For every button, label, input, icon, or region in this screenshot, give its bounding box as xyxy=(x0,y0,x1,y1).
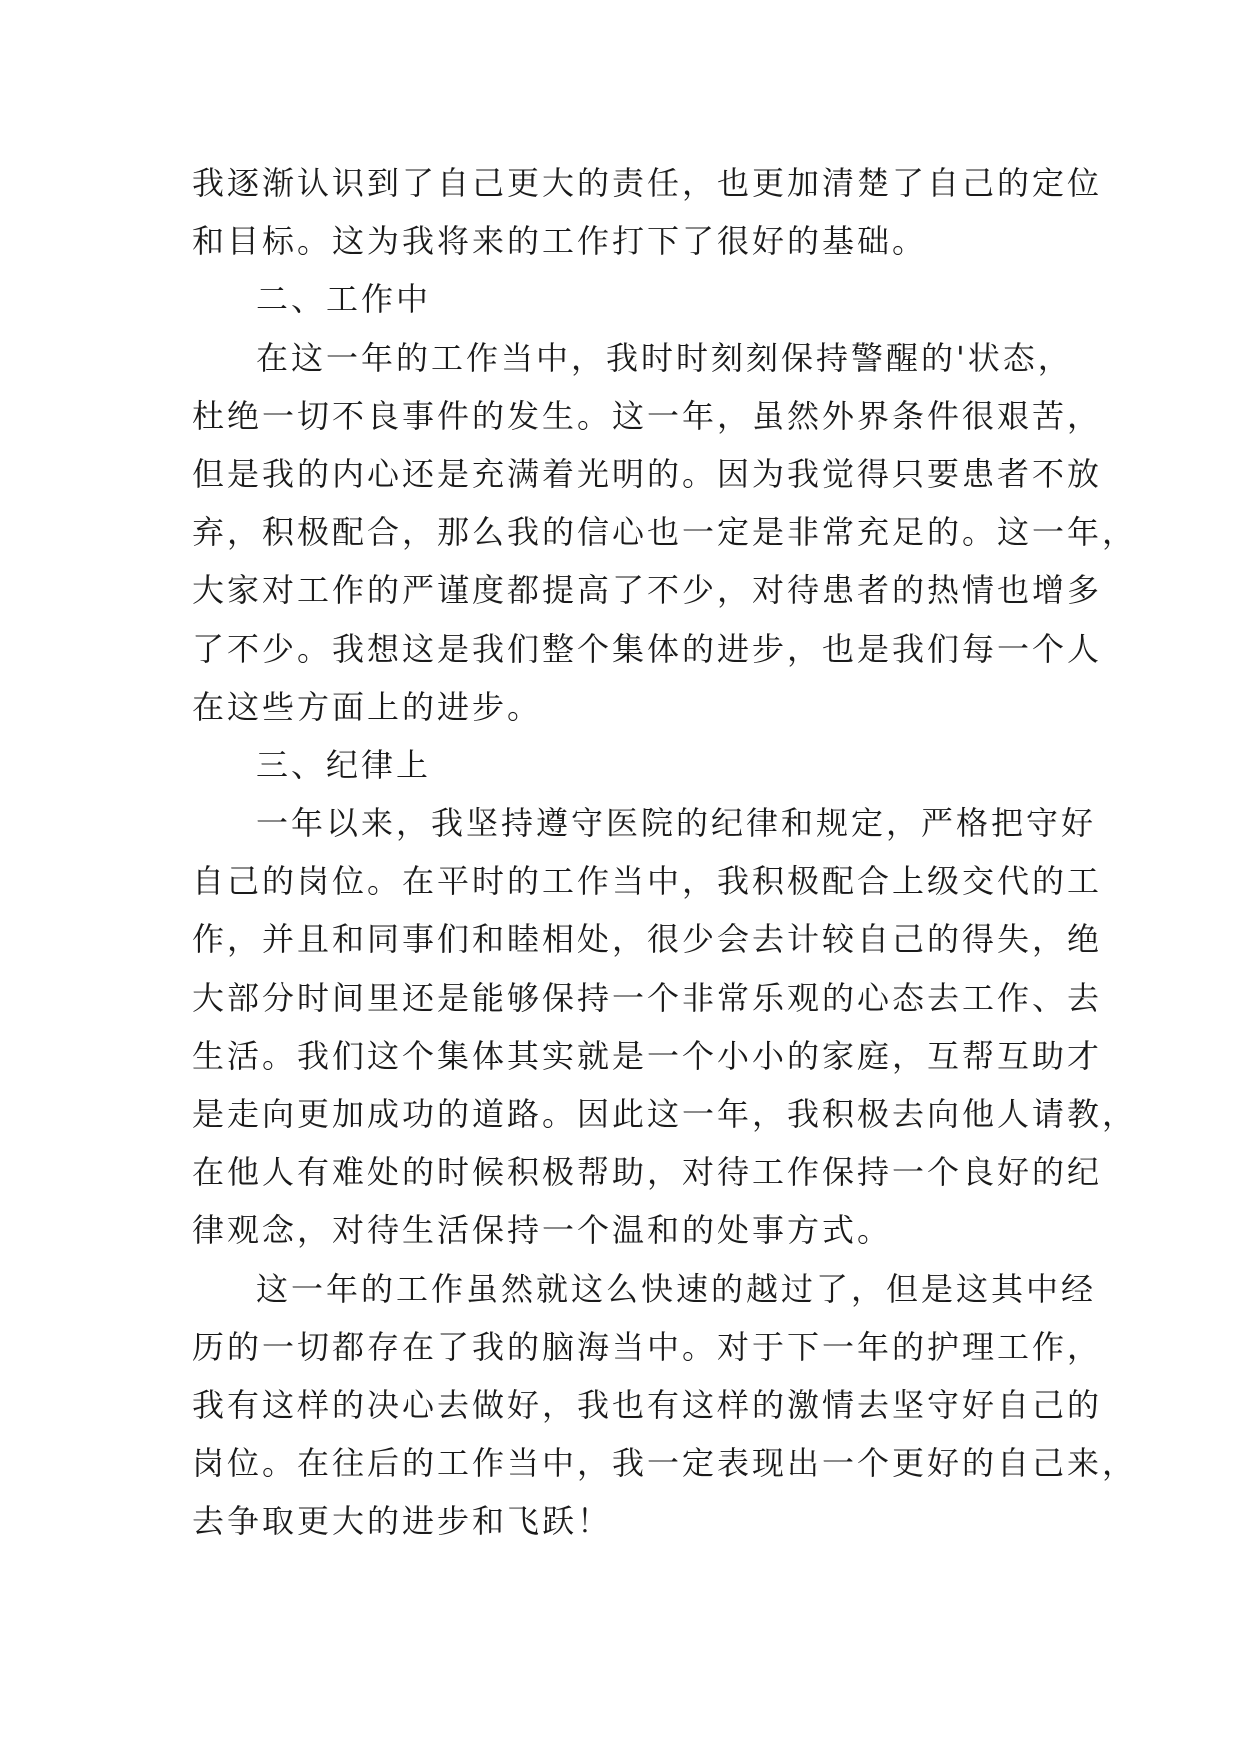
text-line: 自己的岗位。在平时的工作当中，我积极配合上级交代的工 xyxy=(192,862,1103,901)
text-line: 是走向更加成功的道路。因此这一年，我积极去向他人请教， xyxy=(192,1095,1138,1133)
text-line: 了不少。我想这是我们整个集体的进步，也是我们每一个人 xyxy=(192,629,1103,668)
text-line: 这一年的工作虽然就这么快速的越过了，但是这其中经 xyxy=(256,1269,1097,1308)
section-heading: 三、纪律上 xyxy=(256,745,432,784)
text-line: 大部分时间里还是能够保持一个非常乐观的心态去工作、去 xyxy=(192,978,1103,1017)
text-line: 在这一年的工作当中，我时时刻刻保持警醒的'状态， xyxy=(256,338,1073,377)
text-line: 但是我的内心还是充满着光明的。因为我觉得只要患者不放 xyxy=(192,454,1103,493)
section-heading: 二、工作中 xyxy=(256,280,432,319)
text-line: 我有这样的决心去做好，我也有这样的激情去坚守好自己的 xyxy=(192,1385,1103,1424)
text-line: 作，并且和同事们和睦相处，很少会去计较自己的得失，绝 xyxy=(192,920,1103,959)
text-line: 历的一切都存在了我的脑海当中。对于下一年的护理工作， xyxy=(192,1327,1103,1366)
text-line: 和目标。这为我将来的工作打下了很好的基础。 xyxy=(192,222,928,261)
text-line: 弃，积极配合，那么我的信心也一定是非常充足的。这一年， xyxy=(192,513,1138,552)
document-body xyxy=(192,154,1138,1551)
text-line: 生活。我们这个集体其实就是一个小小的家庭，互帮互助才 xyxy=(192,1036,1103,1075)
text-line: 杜绝一切不良事件的发生。这一年，虽然外界条件很艰苦， xyxy=(192,396,1103,435)
text-line: 在他人有难处的时候积极帮助，对待工作保持一个良好的纪 xyxy=(192,1153,1103,1192)
text-line: 岗位。在往后的工作当中，我一定表现出一个更好的自己来， xyxy=(192,1444,1138,1483)
text-line: 在这些方面上的进步。 xyxy=(192,687,543,726)
text-line: 大家对工作的严谨度都提高了不少，对待患者的热情也增多 xyxy=(192,571,1103,610)
text-line: 我逐渐认识到了自己更大的责任，也更加清楚了自己的定位 xyxy=(192,164,1103,202)
text-line: 律观念，对待生活保持一个温和的处事方式。 xyxy=(192,1211,893,1250)
text-line: 去争取更大的进步和飞跃！ xyxy=(192,1502,613,1541)
text-line: 一年以来，我坚持遵守医院的纪律和规定，严格把守好 xyxy=(256,804,1097,843)
